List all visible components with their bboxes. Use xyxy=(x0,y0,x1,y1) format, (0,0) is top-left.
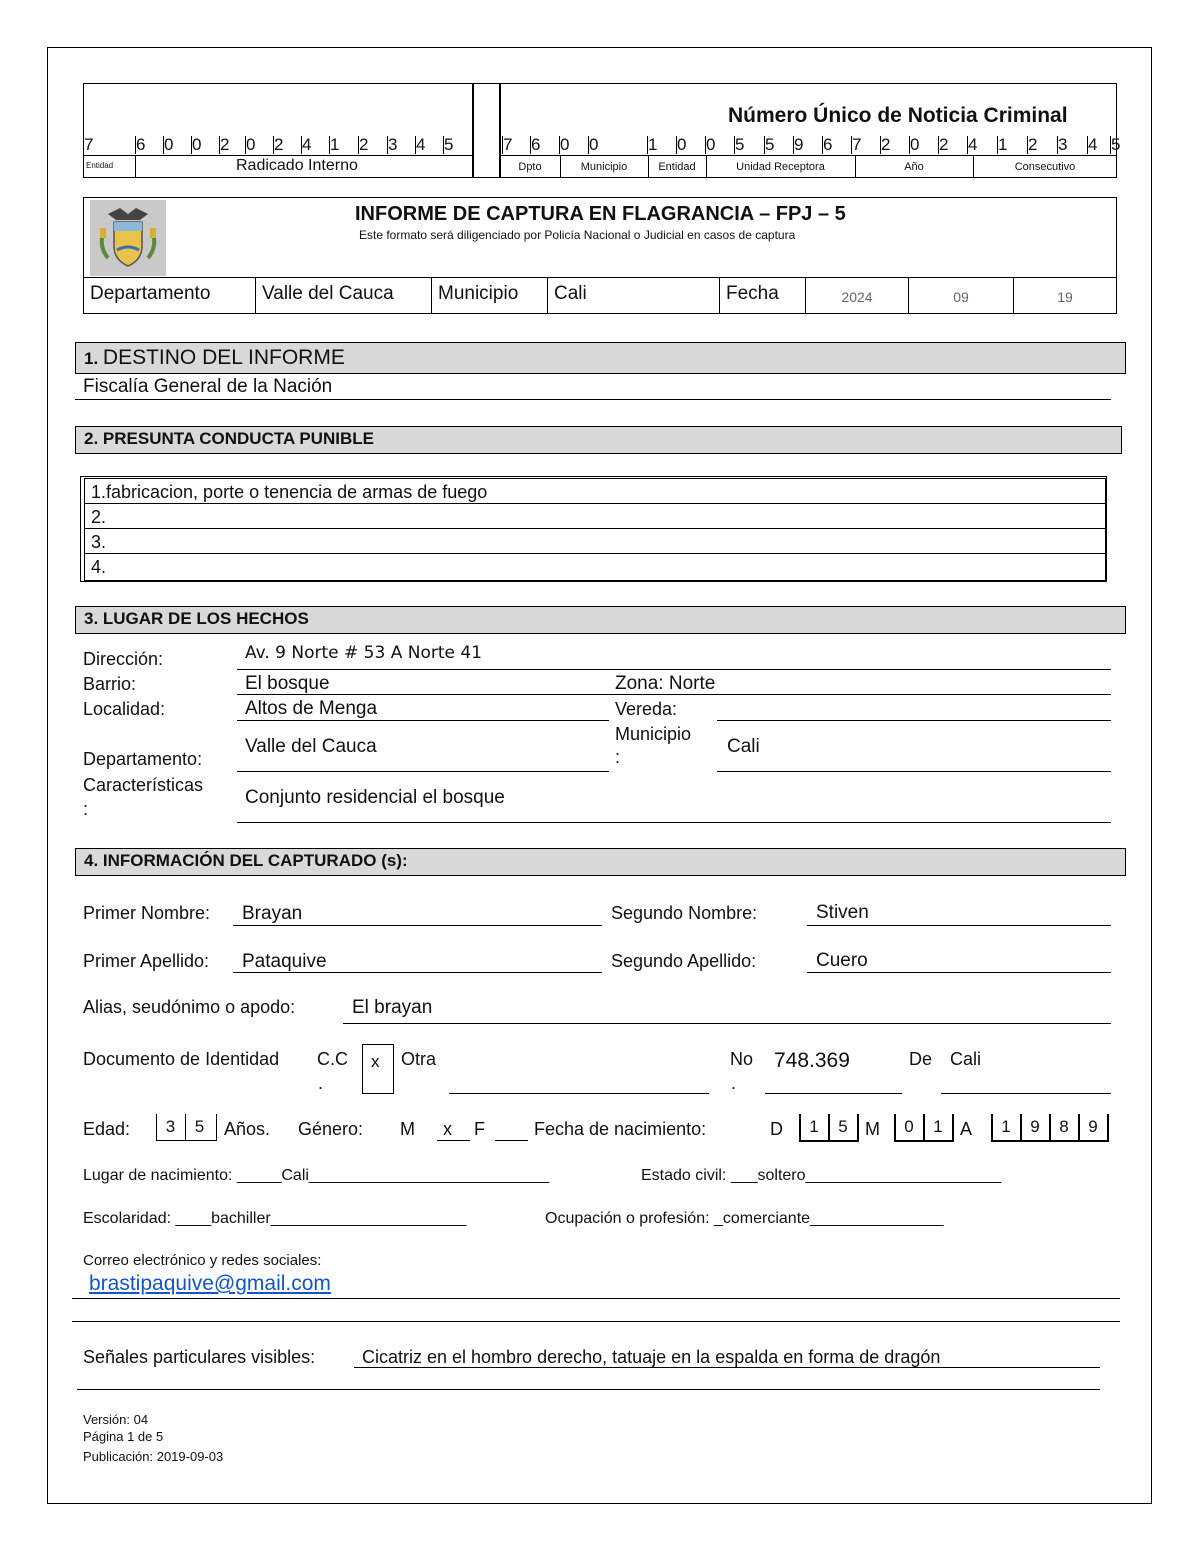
nunc-digit: 4 xyxy=(968,135,978,154)
documento-label: Documento de Identidad xyxy=(83,1049,280,1069)
radicado-digit: 3 xyxy=(388,135,398,154)
fecha-year-cell: 2024 xyxy=(805,277,909,314)
segundo-nombre-value: Stiven xyxy=(816,902,869,923)
nunc-digit: 1 xyxy=(998,135,1008,154)
alias-label: Alias, seudónimo o apodo: xyxy=(83,997,296,1017)
nunc-digit: 0 xyxy=(560,135,570,154)
nunc-digit: 4 xyxy=(1088,135,1098,154)
municipio-value: Cali xyxy=(727,736,760,757)
ocupacion-text: Ocupación o profesión: _comerciante_______________ xyxy=(545,1210,944,1227)
nunc-digit: 5 xyxy=(1111,135,1121,154)
direccion-value: Av. 9 Norte # 53 A Norte 41 xyxy=(245,643,483,663)
conducta-row-4: 4. xyxy=(84,553,1106,581)
genero-m-mark[interactable]: x xyxy=(443,1119,452,1139)
footer-pagina: Página 1 de 5 xyxy=(83,1429,164,1444)
section4-header: 4. INFORMACIÓN DEL CAPTURADO (s): xyxy=(75,848,1126,876)
zona-value: Zona: Norte xyxy=(615,673,716,694)
radicado-digit: 2 xyxy=(220,135,230,154)
departamento-value-cell: Valle del Cauca xyxy=(255,277,432,314)
localidad-value: Altos de Menga xyxy=(245,698,378,719)
nunc-digit: 2 xyxy=(881,135,891,154)
fecha-day-cell: 19 xyxy=(1013,277,1117,314)
nunc-digit: 5 xyxy=(765,135,775,154)
cc-label: C.C xyxy=(317,1049,348,1069)
radicado-digit: 6 xyxy=(136,135,146,154)
nunc-digit: 0 xyxy=(910,135,920,154)
nunc-label: Dpto xyxy=(518,161,542,173)
conducta-row-2: 2. xyxy=(84,503,1106,529)
nunc-digit: 9 xyxy=(794,135,804,154)
genero-m-label: M xyxy=(400,1119,415,1139)
genero-f-label: F xyxy=(474,1119,485,1139)
fecha-nac-d-digit-2: 5 xyxy=(838,1117,848,1136)
radicado-digit: 2 xyxy=(359,135,369,154)
nunc-digit: 1 xyxy=(648,135,658,154)
radicado-digit: 7 xyxy=(84,135,94,154)
radicado-digit: 0 xyxy=(192,135,202,154)
fecha-nac-m-label: M xyxy=(865,1119,880,1139)
nunc-digit: 0 xyxy=(677,135,687,154)
radicado-digit: 5 xyxy=(444,135,454,154)
form-title: INFORME DE CAPTURA EN FLAGRANCIA – FPJ – 5 xyxy=(355,203,846,225)
primer-nombre-label: Primer Nombre: xyxy=(83,903,211,923)
label-radicado-interno: Radicado Interno xyxy=(236,157,358,174)
destino-value: Fiscalía General de la Nación xyxy=(83,376,333,397)
nunc-digit: 3 xyxy=(1058,135,1068,154)
primer-nombre-value: Brayan xyxy=(242,903,303,924)
fecha-nac-d-digit-1: 1 xyxy=(809,1117,819,1136)
barrio-value: El bosque xyxy=(245,673,330,694)
alias-value: El brayan xyxy=(352,997,433,1018)
no-label: No xyxy=(730,1049,754,1069)
documento-numero-value: 748.369 xyxy=(774,1049,850,1072)
vereda-label: Vereda: xyxy=(615,699,678,719)
section2-header: 2. PRESUNTA CONDUCTA PUNIBLE xyxy=(75,426,1122,454)
conducta-row-3: 3. xyxy=(84,528,1106,554)
form-subtitle: Este formato será diligenciado por Policía Nacional o Judicial en casos de captura xyxy=(359,228,796,242)
caracteristicas-label-colon: : xyxy=(83,799,89,819)
radicado-digit: 4 xyxy=(302,135,312,154)
nunc-digit: 6 xyxy=(823,135,833,154)
footer-version: Versión: 04 xyxy=(83,1412,149,1427)
barrio-label: Barrio: xyxy=(83,674,137,694)
de-value: Cali xyxy=(950,1049,982,1069)
nunc-digit: 7 xyxy=(852,135,862,154)
no-dot: . xyxy=(731,1073,737,1093)
otra-label: Otra xyxy=(401,1049,437,1069)
municipio-label-colon: : xyxy=(615,747,621,767)
departamento-value: Valle del Cauca xyxy=(245,736,377,757)
edad-digit-2: 5 xyxy=(194,1117,205,1136)
nunc-digit: 5 xyxy=(735,135,745,154)
nunc-digit: 0 xyxy=(706,135,716,154)
nunc-label: Unidad Receptora xyxy=(736,161,825,173)
edad-label: Edad: xyxy=(83,1119,131,1139)
fecha-nac-a-digit-1: 1 xyxy=(1001,1117,1011,1136)
header-spacer-box xyxy=(473,83,500,178)
estado-civil-text: Estado civil: ___soltero______________________ xyxy=(641,1167,1002,1184)
anos-label: Años. xyxy=(224,1119,271,1139)
fecha-nac-a-digit-2: 9 xyxy=(1030,1117,1040,1136)
fecha-month-cell: 09 xyxy=(908,277,1014,314)
nunc-digit: 0 xyxy=(589,135,599,154)
nunc-digit: 6 xyxy=(531,135,541,154)
fecha-nac-a-digit-3: 8 xyxy=(1059,1117,1069,1136)
nunc-label: Consecutivo xyxy=(1014,161,1076,173)
fecha-nac-d-label: D xyxy=(770,1119,783,1139)
radicado-digit: 4 xyxy=(416,135,426,154)
colombia-coat-of-arms-icon xyxy=(90,200,166,276)
segundo-apellido-label: Segundo Apellido: xyxy=(611,951,757,971)
municipio-value-cell: Cali xyxy=(547,277,720,314)
section1-title: DESTINO DEL INFORME xyxy=(102,346,345,369)
lugar-nacimiento-text: Lugar de nacimiento: _____Cali___________________________ xyxy=(83,1167,550,1184)
fecha-label-cell: Fecha xyxy=(719,277,806,314)
radicado-digit: 0 xyxy=(246,135,256,154)
senales-label: Señales particulares visibles: xyxy=(83,1347,316,1367)
fecha-nac-m-digit-2: 1 xyxy=(933,1117,943,1136)
correo-link[interactable]: brastipaquive@gmail.com xyxy=(89,1272,331,1295)
segundo-apellido-value: Cuero xyxy=(816,950,868,971)
conducta-row-1: 1.fabricacion, porte o tenencia de armas de fuego xyxy=(84,478,1106,504)
fecha-nac-m-digit-1: 0 xyxy=(904,1117,914,1136)
nunc-digit: 7 xyxy=(503,135,513,154)
segundo-nombre-label: Segundo Nombre: xyxy=(611,903,758,923)
fecha-nac-a-digit-4: 9 xyxy=(1088,1117,1098,1136)
nunc-title: Número Único de Noticia Criminal xyxy=(728,104,1068,127)
fecha-nac-a-label: A xyxy=(960,1119,973,1139)
caracteristicas-value: Conjunto residencial el bosque xyxy=(245,787,505,808)
departamento-label: Departamento: xyxy=(83,749,203,769)
section1-number: 1. xyxy=(84,349,99,368)
primer-apellido-label: Primer Apellido: xyxy=(83,951,210,971)
primer-apellido-value: Pataquive xyxy=(242,951,327,972)
municipio-label: Municipio xyxy=(615,724,692,744)
municipio-label-cell: Municipio xyxy=(431,277,548,314)
radicado-digit: 1 xyxy=(330,135,340,154)
genero-label: Género: xyxy=(298,1119,364,1139)
senales-value: Cicatriz en el hombro derecho, tatuaje en la espalda en forma de dragón xyxy=(362,1347,941,1367)
cc-dot: . xyxy=(318,1073,324,1093)
fecha-nacimiento-label: Fecha de nacimiento: xyxy=(534,1119,707,1139)
cc-check-mark: x xyxy=(371,1052,380,1071)
escolaridad-text: Escolaridad: ____bachiller______________________ xyxy=(83,1210,467,1227)
radicado-digit: 0 xyxy=(164,135,174,154)
cc-checkbox[interactable] xyxy=(362,1044,394,1094)
departamento-label-cell: Departamento xyxy=(83,277,256,314)
label-entidad-left: Entidad xyxy=(86,161,114,170)
section1-header xyxy=(75,342,1126,374)
nunc-label: Año xyxy=(904,161,924,173)
direccion-label: Dirección: xyxy=(83,649,164,669)
caracteristicas-label: Características xyxy=(83,775,204,795)
nunc-label: Entidad xyxy=(658,161,696,173)
footer-publicacion: Publicación: 2019-09-03 xyxy=(83,1449,224,1464)
nunc-digit: 2 xyxy=(1028,135,1038,154)
de-label: De xyxy=(909,1049,933,1069)
section3-header: 3. LUGAR DE LOS HECHOS xyxy=(75,606,1126,634)
nunc-label: Municipio xyxy=(580,161,628,173)
localidad-label: Localidad: xyxy=(83,699,166,719)
nunc-digit: 2 xyxy=(939,135,949,154)
correo-label: Correo electrónico y redes sociales: xyxy=(83,1252,322,1269)
edad-digit-1: 3 xyxy=(165,1117,176,1136)
radicado-digit: 2 xyxy=(274,135,284,154)
